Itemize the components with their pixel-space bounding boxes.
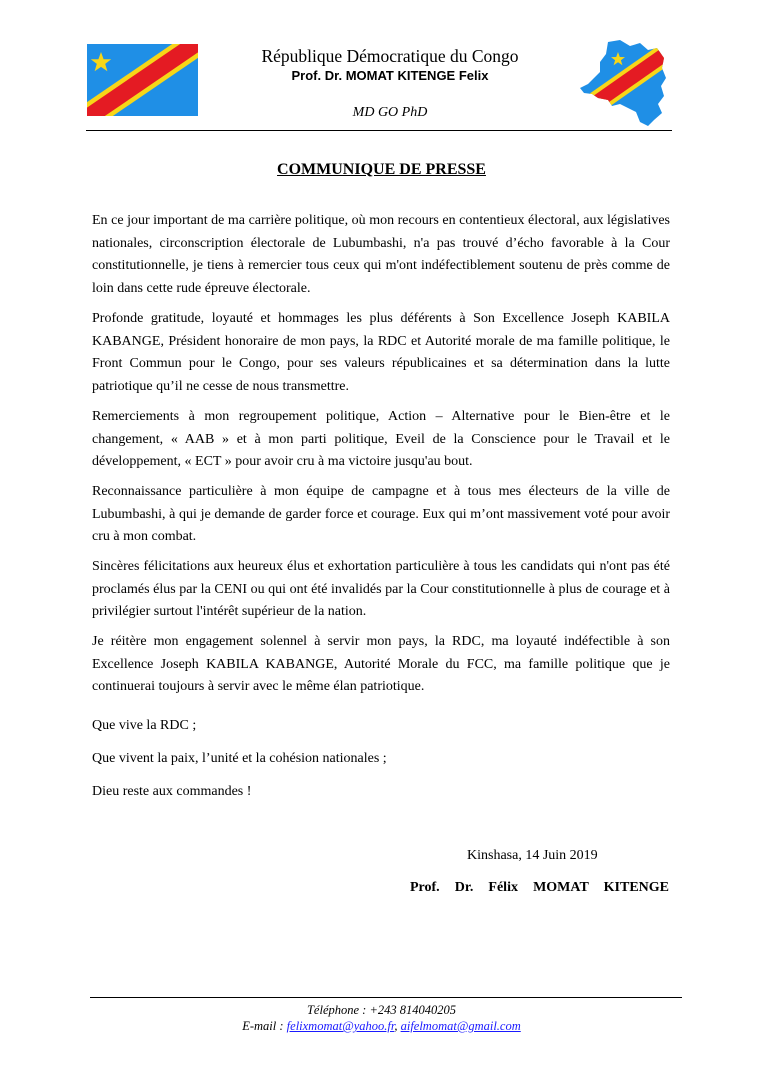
footer-phone: Téléphone : +243 814040205 — [306, 1003, 457, 1017]
footer-email — [0, 1019, 763, 1034]
paragraph-5: Sincères félicitations aux heureux élus et exhortation particulière à tous les candidats qui n'ont pas été proclamés élus par la CENI ou qui ont été invalidés par la Cour constitutionnelle à plus de courage et à privilégier surtout l'intérêt supérieur de la nation. — [92, 559, 670, 620]
author-title: MD GO PhD — [352, 105, 428, 120]
paragraph-6: Je réitère mon engagement solennel à servir mon pays, la RDC, ma loyauté indéfectible à son Excellence Joseph KABILA KABANGE, Autorité Morale du FCC, ma famille politique que je continuerai toujours à servir avec le même élan patriotique. — [92, 634, 670, 695]
email-link-gmail[interactable]: aifelmomat@gmail.com — [400, 1019, 521, 1033]
paragraph-1: En ce jour important de ma carrière politique, où mon recours en contentieux électoral, aux législatives nationales, circonscription électorale de Lubumbashi, n'a pas trouvé d’écho favorable à la Cour constitutionnelle, je tiens à remercier tous ceux qui m'ont indéfectiblement soutenu de près comme de loin dans cette rude épreuve électorale. — [92, 213, 670, 296]
paragraph-2: Profonde gratitude, loyauté et hommages les plus déférents à Son Excellence Joseph KABILA KABANGE, Président honoraire de mon pays, la RDC et Autorité morale de ma famille politique, le Front Commun pour le Congo, pour ses valeurs républicaines et sa détermination dans la lutte patriotique qu’il ne cesse de nous transmettre. — [92, 311, 670, 394]
header-divider — [86, 130, 672, 131]
paragraph-4: Reconnaissance particulière à mon équipe de campagne et à tous mes électeurs de la ville de Lubumbashi, à qui je demande de garder force et courage. Eux qui m’ont massivement voté pour avoir cru à mon combat. — [92, 484, 670, 545]
closing-line-3: Dieu reste aux commandes ! — [92, 784, 252, 799]
document-heading: COMMUNIQUE DE PRESSE — [277, 161, 486, 178]
email-link-yahoo[interactable]: felixmomat@yahoo.fr — [286, 1019, 395, 1033]
footer-divider — [90, 997, 682, 998]
email-separator: , — [394, 1019, 398, 1033]
closing-line-1: Que vive la RDC ; — [92, 718, 197, 733]
drc-flag-icon — [87, 44, 198, 116]
paragraph-3: Remerciements à mon regroupement politique, Action – Alternative pour le Bien-être et le changement, « AAB » et à mon parti politique, Eveil de la Conscience pour le Travail et le développement, « ECT » pour avoir cru à ma victoire jusqu'au bout. — [92, 409, 670, 470]
email-label: E-mail : — [242, 1019, 284, 1033]
author-name: Prof. Dr. MOMAT KITENGE Felix — [291, 68, 489, 83]
closing-line-2: Que vivent la paix, l’unité et la cohésion nationales ; — [92, 751, 387, 766]
drc-map-flag-icon — [578, 38, 670, 128]
place-date: Kinshasa, 14 Juin 2019 — [467, 848, 598, 863]
signature: Prof. Dr. Félix MOMAT KITENGE — [410, 880, 669, 895]
country-name: République Démocratique du Congo — [261, 46, 519, 66]
